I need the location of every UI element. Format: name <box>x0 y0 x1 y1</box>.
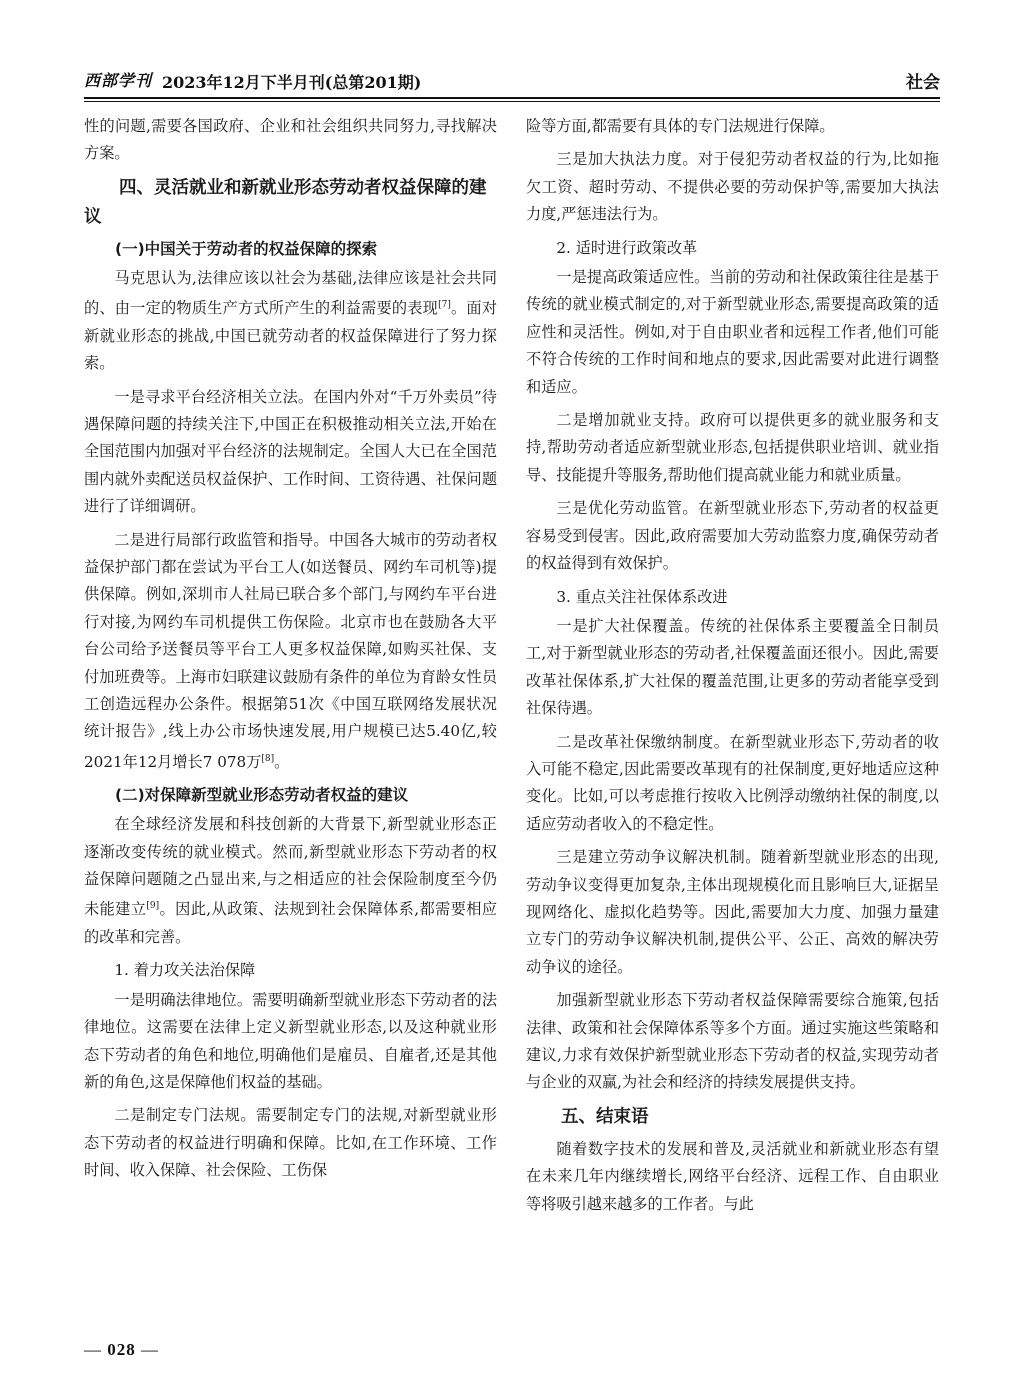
citation-ref: [9] <box>146 901 160 912</box>
body-paragraph: 险等方面,都需要有具体的专门法规进行保障。 <box>526 117 835 135</box>
section-heading: 四、灵活就业和新就业形态劳动者权益保障的建议 <box>84 177 487 227</box>
journal-logo: 西部学刊 <box>84 71 153 90</box>
body-paragraph <box>84 527 497 777</box>
body-paragraph: 一是寻求平台经济相关立法。在国内外对“千万外卖员”待遇保障问题的持续关注下,中国正在积极推动相关立法,开始在全国范围内加强对平台经济的法规制定。全国人大已在全国范围内就外卖配送员权益保护、工作时间、工资待遇、社保问题进行了详细调研。 <box>84 387 497 516</box>
subsection-heading: (一)中国关于劳动者的权益保障的探索 <box>115 239 378 258</box>
body-paragraph: 一是明确法律地位。需要明确新型就业形态下劳动者的法律地位。这需要在法律上定义新型就业形态,以及这种就业形态下劳动者的角色和地位,明确他们是雇员、自雇者,还是其他新的角色,这是保障他们权益的基础。 <box>84 990 497 1091</box>
body-paragraph: 二是增加就业支持。政府可以提供更多的就业服务和支持,帮助劳动者适应新型就业形态,包括提供职业培训、就业指导、技能提升等服务,帮助他们提高就业能力和就业质量。 <box>526 411 939 484</box>
body-paragraph: 二是制定专门法规。需要制定专门的法规,对新型就业形态下劳动者的权益进行明确和保障。比如,在工作环境、工作时间、收入保障、社会保险、工伤保 <box>84 1106 497 1180</box>
citation-ref: [7] <box>438 300 451 311</box>
body-paragraph <box>84 811 497 951</box>
header-rule <box>84 97 940 99</box>
paragraph-text: 马克思认为,法律应该以社会为基础,法律应该是社会共同的、由一定的物质生产方式所产生的利益需要的表现 <box>84 268 497 318</box>
page-header <box>84 66 940 96</box>
numbered-subheading: 3. 重点关注社保体系改进 <box>556 587 728 606</box>
body-paragraph: 二是改革社保缴纳制度。在新型就业形态下,劳动者的收入可能不稳定,因此需要改革现有的社保制度,更好地适应这种变化。比如,可以考虑推行按收入比例浮动缴纳社保的制度,以适应劳动者收入的不稳定性。 <box>526 732 939 833</box>
body-paragraph: 三是优化劳动监管。在新型就业形态下,劳动者的权益更容易受到侵害。因此,政府需要加大劳动监察力度,确保劳动者的权益得到有效保护。 <box>526 499 939 573</box>
page-number: 028 <box>107 1340 136 1359</box>
header-rule-thin <box>84 101 940 102</box>
page-footer: — 028 — <box>84 1340 159 1359</box>
body-paragraph: 加强新型就业形态下劳动者权益保障需要综合施策,包括法律、政策和社会保障体系等多个方面。通过实施这些策略和建议,力求有效保护新型就业形态下劳动者的权益,实现劳动者与企业的双赢,为社会和经济的持续发展提供支持。 <box>526 991 939 1092</box>
paragraph-text: 二是进行局部行政监管和指导。中国各大城市的劳动者权益保护部门都在尝试为平台工人(如送餐员、网约车司机等)提供保障。例如,深圳市人社局已联合多个部门,与网约车平台进行对接,为网约车司机提供工伤保险。北京市也在鼓励各大平台公司给予送餐员等平台工人更多权益保障,如购买社保、支付加班费等。上海市妇联建议鼓励有条件的单位为育龄女性员工创造远程办公条件。根据第51次《中国互联网络发展状况统计报告》,线上办公市场快速发展,用户规模已达5.40亿,较2021年12月增长7 078万 <box>84 530 497 771</box>
subsection-heading: (二)对保障新型就业形态劳动者权益的建议 <box>115 786 409 805</box>
right-column <box>526 113 939 1308</box>
paragraph-text: 在全球经济发展和科技创新的大背景下,新型就业形态正逐渐改变传统的就业模式。然而,新型就业形态下劳动者的权益保障问题随之凸显出来,与之相适应的社会保险制度至今仍未能建立 <box>84 815 497 919</box>
issue-info: 2023年12月下半月刊(总第201期) <box>162 73 422 92</box>
paragraph-text-tail: 。 <box>274 752 290 771</box>
citation-ref: [8] <box>261 753 275 764</box>
section-name: 社会 <box>906 73 940 93</box>
numbered-subheading: 2. 适时进行政策改革 <box>556 238 698 257</box>
body-paragraph <box>84 265 497 378</box>
left-column <box>84 113 497 1308</box>
body-paragraph: 一是提高政策适应性。当前的劳动和社保政策往往是基于传统的就业模式制定的,对于新型就业形态,需要提高政策的适应性和灵活性。例如,对于自由职业者和远程工作者,他们可能不符合传统的工作时间和地点的要求,因此需要对此进行调整和适应。 <box>526 268 939 396</box>
paragraph-text-tail: 。面对新就业形态的挑战,中国已就劳动者的权益保障进行了努力探索。 <box>84 299 497 373</box>
body-paragraph: 一是扩大社保覆盖。传统的社保体系主要覆盖全日制员工,对于新型就业形态的劳动者,社保覆盖面还很小。因此,需要改革社保体系,扩大社保的覆盖范围,让更多的劳动者能享受到社保待遇。 <box>526 616 939 718</box>
numbered-subheading: 1. 着力攻关法治保障 <box>114 961 256 980</box>
body-paragraph: 三是加大执法力度。对于侵犯劳动者权益的行为,比如拖欠工资、超时劳动、不提供必要的劳动保护等,需要加大执法力度,严惩违法行为。 <box>526 150 939 224</box>
body-paragraph: 性的问题,需要各国政府、企业和社会组织共同努力,寻找解决方案。 <box>84 117 497 163</box>
paragraph-text-tail: 。因此,从政策、法规到社会保障体系,都需要相应的改革和完善。 <box>84 900 497 946</box>
body-paragraph: 随着数字技术的发展和普及,灵活就业和新就业形态有望在未来几年内继续增长,网络平台经济、远程工作、自由职业等将吸引越来越多的工作者。与此 <box>526 1139 939 1213</box>
section-heading: 五、结束语 <box>561 1106 649 1127</box>
body-paragraph: 三是建立劳动争议解决机制。随着新型就业形态的出现,劳动争议变得更加复杂,主体出现规模化而且影响巨大,证据呈现网络化、虚拟化趋势等。因此,需要加大力度、加强力量建立专门的劳动争议解决机制,提供公平、公正、高效的解决劳动争议的途径。 <box>526 848 939 976</box>
